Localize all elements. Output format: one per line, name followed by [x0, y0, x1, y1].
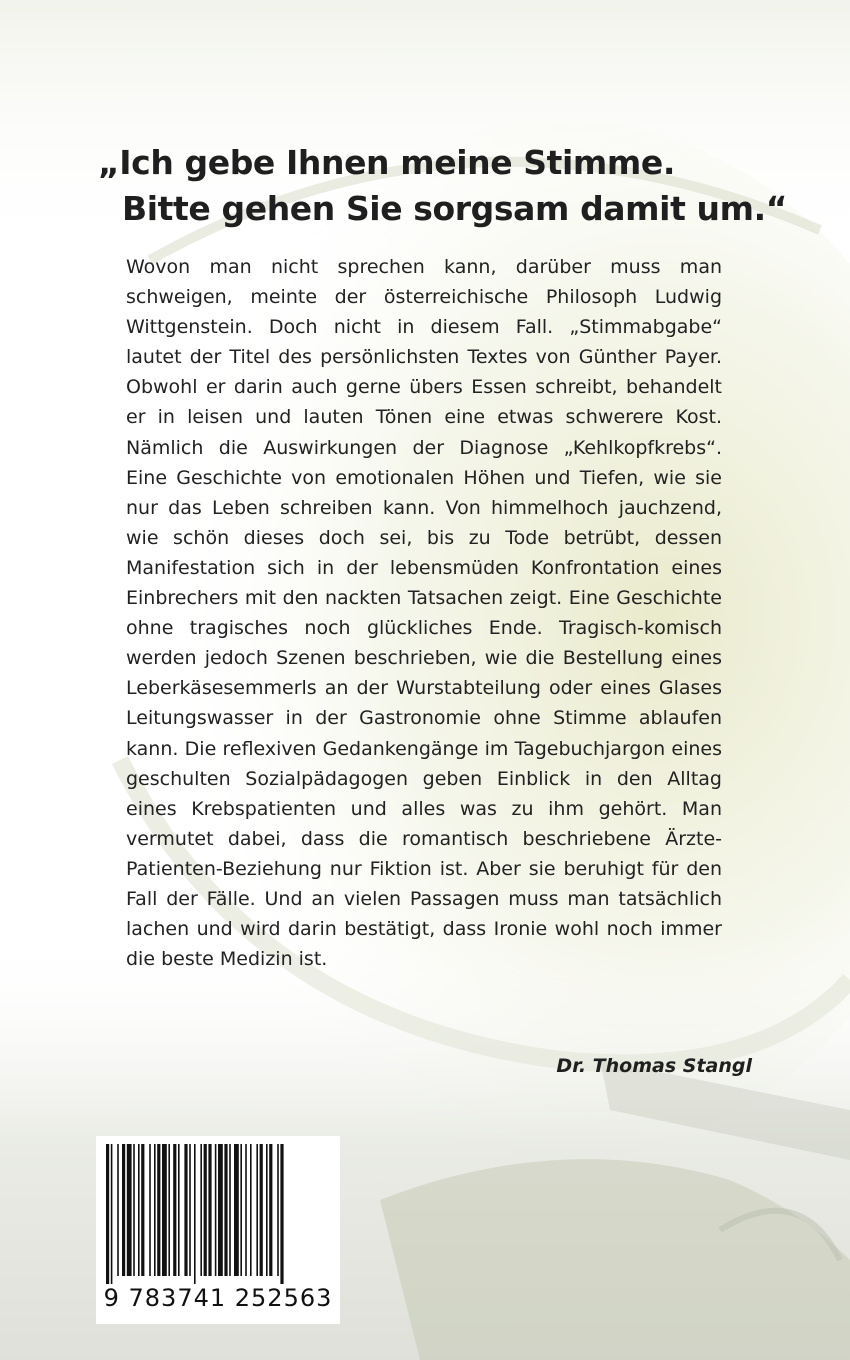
barcode-bar	[234, 1144, 239, 1276]
barcode-bar	[122, 1144, 125, 1276]
isbn-barcode	[96, 1136, 340, 1324]
barcode-bar	[256, 1144, 258, 1276]
barcode-bar	[157, 1144, 160, 1276]
barcode-bars	[106, 1144, 330, 1284]
barcode-bar	[204, 1144, 207, 1276]
headline-line-2: Bitte gehen Sie sorgsam damit um.“	[122, 189, 788, 228]
barcode-bar	[218, 1144, 223, 1276]
barcode-bar	[184, 1144, 187, 1276]
headline-quote	[98, 140, 798, 232]
barcode-bar	[111, 1144, 113, 1284]
barcode-bar	[240, 1144, 242, 1276]
barcode-bar	[141, 1144, 144, 1276]
barcode-bar	[250, 1144, 252, 1276]
barcode-bar	[178, 1144, 180, 1276]
barcode-bar	[280, 1144, 283, 1284]
barcode-bar	[194, 1144, 196, 1284]
blurb-text: Wovon man nicht sprechen kann, darüber muss man schweigen, meinte der österreichische Philosoph Ludwig Wittgenstein. Doch nicht in diesem Fall. „Stimmabgabe“ lautet der Titel des persönlichsten Textes von Günther Payer. Obwohl er darin auch gerne übers Essen schreibt, behandelt er in leisen und lauten Tönen eine etwas schwerere Kost. Nämlich die Auswirkungen der Diagnose „Kehlkopfkrebs“. Eine Geschichte von emotionalen Höhen und Tiefen, wie sie nur das Leben schreiben kann. Von himmelhoch jauchzend, wie schön dieses doch sei, bis zu Tode betrübt, dessen Manifestation sich in der lebensmüden Konfrontation eines Einbrechers mit den nackten Tatsachen zeigt. Eine Geschichte ohne tragisches noch glückliches Ende. Tragisch-komisch werden jedoch Szenen beschrieben, wie die Bestellung eines Leberkäsesemmerls an der Wurstabteilung oder eines Glases Leitungswasser in der Gastronomie ohne Stimme ablaufen kann. Die reflexiven Gedankengänge im Tagebuchjargon eines geschulten Sozialpädagogen geben Einblick in den Alltag eines Krebspatienten und alles was zu ihm gehört. Man vermutet dabei, dass die romantisch beschriebene Ärzte-Patienten-Beziehung nur Fiktion ist. Aber sie beruhigt für den Fall der Fälle. Und an vielen Passagen muss man tatsächlich lachen und wird darin bestätigt, dass Ironie wohl noch immer die beste Medizin ist.	[126, 256, 722, 971]
barcode-bar	[138, 1144, 140, 1276]
barcode-bar	[229, 1144, 231, 1276]
barcode-bar	[224, 1144, 227, 1276]
barcode-bar	[215, 1144, 217, 1276]
author-signature: Dr. Thomas Stangl	[556, 1055, 752, 1077]
barcode-bar	[133, 1144, 135, 1276]
barcode-bar	[200, 1144, 202, 1276]
barcode-bar	[245, 1144, 247, 1276]
barcode-bar	[168, 1144, 170, 1276]
barcode-bar	[173, 1144, 176, 1276]
barcode-bar	[149, 1144, 151, 1276]
barcode-bar	[277, 1144, 279, 1276]
headline-line-1: „Ich gebe Ihnen meine Stimme.	[98, 143, 676, 182]
barcode-bar	[117, 1144, 119, 1276]
barcode-bar	[162, 1144, 167, 1276]
barcode-bar	[260, 1144, 263, 1276]
barcode-bar	[154, 1144, 156, 1276]
barcode-bar	[208, 1144, 211, 1276]
barcode-bar	[266, 1144, 268, 1276]
barcode-bar	[127, 1144, 132, 1276]
barcode-bar	[189, 1144, 191, 1276]
barcode-bar	[269, 1144, 272, 1276]
barcode-bar	[106, 1144, 109, 1284]
isbn-number: 9 783741 252563	[103, 1284, 333, 1312]
